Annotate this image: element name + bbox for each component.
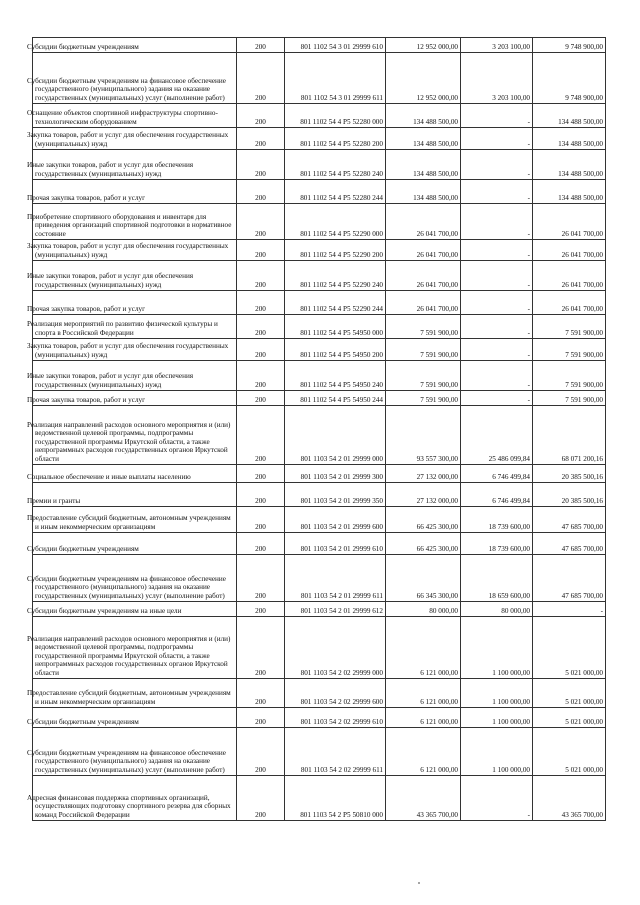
approved-amount-cell: 66 425 300,00 (386, 507, 461, 533)
remaining-amount-cell: 26 041 700,00 (533, 240, 606, 261)
remaining-amount-cell: 5 021 000,00 (533, 679, 606, 708)
expense-name-cell: Субсидии бюджетным учреждениям на финансовое обеспечение государственного (муниципального) задания на оказание государственных (муниципальных) услуг (выполнение работ) (33, 728, 237, 776)
expense-name-cell: Реализация направлений расходов основного мероприятия и (или) ведомственной целевой программы, подпрограммы государственной программы Иркутской области, а также непрограммных расходов государственных органов Иркутской области (33, 617, 237, 679)
expense-name-cell: Приобретение спортивного оборудования и инвентаря для приведения организаций спортивной подготовки в нормативное состояние (33, 204, 237, 240)
expense-name-cell: Иные закупки товаров, работ и услуг для обеспечения государственных (муниципальных) нужд (33, 361, 237, 391)
classification-code-cell: 801 1102 54 4 P5 52290 240 (285, 261, 386, 291)
approved-amount-cell: 26 041 700,00 (386, 261, 461, 291)
line-code-cell: 200 (237, 180, 285, 204)
expense-name-cell: Оснащение объектов спортивной инфраструктуры спортивно-технологическим оборудованием (33, 104, 237, 128)
executed-amount-cell: - (461, 291, 533, 315)
classification-code-cell: 801 1102 54 4 P5 54950 200 (285, 339, 386, 361)
remaining-amount-cell: 134 488 500,00 (533, 180, 606, 204)
classification-code-cell: 801 1102 54 3 01 29999 610 (285, 38, 386, 53)
expense-name-cell: Субсидии бюджетным учреждениям на иные цели (33, 602, 237, 617)
approved-amount-cell: 66 345 300,00 (386, 555, 461, 602)
executed-amount-cell: - (461, 180, 533, 204)
approved-amount-cell: 7 591 900,00 (386, 361, 461, 391)
line-code-cell: 200 (237, 728, 285, 776)
expense-name-cell: Прочая закупка товаров, работ и услуг (33, 391, 237, 406)
classification-code-cell: 801 1103 54 2 01 29999 600 (285, 507, 386, 533)
table-row (33, 679, 606, 708)
classification-code-cell: 801 1103 54 2 01 29999 350 (285, 483, 386, 507)
table-row (33, 240, 606, 261)
remaining-amount-cell: 9 748 900,00 (533, 38, 606, 53)
classification-code-cell: 801 1103 54 2 02 29999 600 (285, 679, 386, 708)
executed-amount-cell: - (461, 204, 533, 240)
table-row (33, 150, 606, 180)
expense-name-cell: Иные закупки товаров, работ и услуг для обеспечения государственных (муниципальных) нужд (33, 150, 237, 180)
approved-amount-cell: 12 952 000,00 (386, 38, 461, 53)
table-row (33, 128, 606, 150)
classification-code-cell: 801 1102 54 4 P5 52280 000 (285, 104, 386, 128)
expense-name-cell: Субсидии бюджетным учреждениям (33, 533, 237, 555)
remaining-amount-cell: 68 071 200,16 (533, 406, 606, 465)
executed-amount-cell: - (461, 339, 533, 361)
classification-code-cell: 801 1102 54 4 P5 52290 244 (285, 291, 386, 315)
remaining-amount-cell: 134 488 500,00 (533, 150, 606, 180)
remaining-amount-cell: 47 685 700,00 (533, 555, 606, 602)
classification-code-cell: 801 1103 54 2 02 29999 611 (285, 728, 386, 776)
line-code-cell: 200 (237, 776, 285, 821)
line-code-cell: 200 (237, 533, 285, 555)
expense-name-cell: Закупка товаров, работ и услуг для обеспечения государственных (муниципальных) нужд (33, 240, 237, 261)
executed-amount-cell: 6 746 499,84 (461, 483, 533, 507)
table-row (33, 602, 606, 617)
table-row (33, 708, 606, 728)
remaining-amount-cell: 7 591 900,00 (533, 339, 606, 361)
executed-amount-cell: 18 739 600,00 (461, 507, 533, 533)
classification-code-cell: 801 1102 54 4 P5 54950 244 (285, 391, 386, 406)
classification-code-cell: 801 1103 54 2 01 29999 300 (285, 465, 386, 483)
classification-code-cell: 801 1102 54 4 P5 54950 240 (285, 361, 386, 391)
line-code-cell: 200 (237, 204, 285, 240)
expense-name-cell: Прочая закупка товаров, работ и услуг (33, 291, 237, 315)
table-body (27, 38, 606, 821)
remaining-amount-cell: 7 591 900,00 (533, 361, 606, 391)
table-row (33, 555, 606, 602)
table-row (33, 483, 606, 507)
executed-amount-cell: 3 203 100,00 (461, 53, 533, 104)
executed-amount-cell: - (461, 240, 533, 261)
classification-code-cell: 801 1103 54 2 02 29999 000 (285, 617, 386, 679)
approved-amount-cell: 26 041 700,00 (386, 240, 461, 261)
executed-amount-cell: - (461, 391, 533, 406)
table-row (33, 776, 606, 821)
remaining-amount-cell: 9 748 900,00 (533, 53, 606, 104)
expense-name-cell: Предоставление субсидий бюджетным, автономным учреждениям и иным некоммерческим организациям (33, 679, 237, 708)
approved-amount-cell: 7 591 900,00 (386, 339, 461, 361)
line-code-cell: 200 (237, 679, 285, 708)
expense-name-cell: Субсидии бюджетным учреждениям (33, 708, 237, 728)
classification-code-cell: 801 1102 54 4 P5 54950 000 (285, 315, 386, 339)
expense-name-cell: Предоставление субсидий бюджетным, автономным учреждениям и иным некоммерческим организациям (33, 507, 237, 533)
table-row (33, 465, 606, 483)
classification-code-cell: 801 1103 54 2 01 29999 610 (285, 533, 386, 555)
approved-amount-cell: 7 591 900,00 (386, 315, 461, 339)
approved-amount-cell: 27 132 000,00 (386, 465, 461, 483)
approved-amount-cell: 80 000,00 (386, 602, 461, 617)
table-row (33, 533, 606, 555)
table-row (33, 38, 606, 53)
approved-amount-cell: 6 121 000,00 (386, 708, 461, 728)
remaining-amount-cell: 47 685 700,00 (533, 533, 606, 555)
approved-amount-cell: 134 488 500,00 (386, 128, 461, 150)
classification-code-cell: 801 1102 54 4 P5 52290 000 (285, 204, 386, 240)
approved-amount-cell: 134 488 500,00 (386, 104, 461, 128)
table-row (33, 728, 606, 776)
executed-amount-cell: - (461, 361, 533, 391)
scan-speck (418, 882, 420, 884)
approved-amount-cell: 27 132 000,00 (386, 483, 461, 507)
expense-name-cell: Закупка товаров, работ и услуг для обеспечения государственных (муниципальных) нужд (33, 339, 237, 361)
approved-amount-cell: 6 121 000,00 (386, 617, 461, 679)
expense-name-cell: Адресная финансовая поддержка спортивных организаций, осуществляющих подготовку спортивного резерва для сборных команд Российской Федерации (33, 776, 237, 821)
classification-code-cell: 801 1103 54 2 01 29999 611 (285, 555, 386, 602)
table-row (33, 339, 606, 361)
line-code-cell: 200 (237, 291, 285, 315)
line-code-cell: 200 (237, 507, 285, 533)
table-row (33, 261, 606, 291)
expense-name-cell: Премии и гранты (33, 483, 237, 507)
remaining-amount-cell: 5 021 000,00 (533, 617, 606, 679)
classification-code-cell: 801 1103 54 2 P5 50810 000 (285, 776, 386, 821)
classification-code-cell: 801 1102 54 4 P5 52280 240 (285, 150, 386, 180)
executed-amount-cell: - (461, 315, 533, 339)
approved-amount-cell: 134 488 500,00 (386, 150, 461, 180)
line-code-cell: 200 (237, 465, 285, 483)
executed-amount-cell: 3 203 100,00 (461, 38, 533, 53)
classification-code-cell: 801 1103 54 2 02 29999 610 (285, 708, 386, 728)
line-code-cell: 200 (237, 315, 285, 339)
line-code-cell: 200 (237, 339, 285, 361)
expense-name-cell: Прочая закупка товаров, работ и услуг (33, 180, 237, 204)
line-code-cell: 200 (237, 617, 285, 679)
executed-amount-cell: 18 739 600,00 (461, 533, 533, 555)
line-code-cell: 200 (237, 261, 285, 291)
approved-amount-cell: 43 365 700,00 (386, 776, 461, 821)
remaining-amount-cell: 26 041 700,00 (533, 291, 606, 315)
line-code-cell: 200 (237, 53, 285, 104)
approved-amount-cell: 134 488 500,00 (386, 180, 461, 204)
executed-amount-cell: - (461, 104, 533, 128)
remaining-amount-cell: 134 488 500,00 (533, 104, 606, 128)
executed-amount-cell: 80 000,00 (461, 602, 533, 617)
remaining-amount-cell: 7 591 900,00 (533, 391, 606, 406)
line-code-cell: 200 (237, 555, 285, 602)
remaining-amount-cell: - (533, 602, 606, 617)
executed-amount-cell: - (461, 150, 533, 180)
table-row (33, 361, 606, 391)
executed-amount-cell: - (461, 128, 533, 150)
expense-name-cell: Социальное обеспечение и иные выплаты населению (33, 465, 237, 483)
remaining-amount-cell: 7 591 900,00 (533, 315, 606, 339)
expense-name-cell: Реализация направлений расходов основного мероприятия и (или) ведомственной целевой программы, подпрограммы государственной программы Иркутской области, а также непрограммных расходов государственных органов Иркутской области (33, 406, 237, 465)
remaining-amount-cell: 47 685 700,00 (533, 507, 606, 533)
executed-amount-cell: 18 659 600,00 (461, 555, 533, 602)
approved-amount-cell: 66 425 300,00 (386, 533, 461, 555)
line-code-cell: 200 (237, 391, 285, 406)
expense-name-cell: Субсидии бюджетным учреждениям на финансовое обеспечение государственного (муниципального) задания на оказание государственных (муниципальных) услуг (выполнение работ) (33, 53, 237, 104)
executed-amount-cell: 1 100 000,00 (461, 617, 533, 679)
expense-name-cell: Закупка товаров, работ и услуг для обеспечения государственных (муниципальных) нужд (33, 128, 237, 150)
executed-amount-cell: 25 486 099,84 (461, 406, 533, 465)
expense-name-cell: Субсидии бюджетным учреждениям (33, 38, 237, 53)
classification-code-cell: 801 1102 54 4 P5 52280 200 (285, 128, 386, 150)
remaining-amount-cell: 43 365 700,00 (533, 776, 606, 821)
table-row (33, 104, 606, 128)
executed-amount-cell: 6 746 499,84 (461, 465, 533, 483)
remaining-amount-cell: 5 021 000,00 (533, 708, 606, 728)
approved-amount-cell: 7 591 900,00 (386, 391, 461, 406)
classification-code-cell: 801 1103 54 2 01 29999 000 (285, 406, 386, 465)
expense-name-cell: Реализация мероприятий по развитию физической культуры и спорта в Российской Федерации (33, 315, 237, 339)
table-row (33, 53, 606, 104)
line-code-cell: 200 (237, 708, 285, 728)
expense-name-cell: Иные закупки товаров, работ и услуг для обеспечения государственных (муниципальных) нужд (33, 261, 237, 291)
classification-code-cell: 801 1102 54 4 P5 52290 200 (285, 240, 386, 261)
line-code-cell: 200 (237, 240, 285, 261)
table-row (33, 507, 606, 533)
executed-amount-cell: - (461, 776, 533, 821)
classification-code-cell: 801 1103 54 2 01 29999 612 (285, 602, 386, 617)
table-row (33, 391, 606, 406)
line-code-cell: 200 (237, 128, 285, 150)
approved-amount-cell: 93 557 300,00 (386, 406, 461, 465)
executed-amount-cell: 1 100 000,00 (461, 679, 533, 708)
remaining-amount-cell: 26 041 700,00 (533, 261, 606, 291)
budget-execution-table (27, 37, 606, 821)
table-row (33, 617, 606, 679)
line-code-cell: 200 (237, 150, 285, 180)
table-row (33, 180, 606, 204)
classification-code-cell: 801 1102 54 3 01 29999 611 (285, 53, 386, 104)
approved-amount-cell: 6 121 000,00 (386, 728, 461, 776)
table-row (33, 315, 606, 339)
approved-amount-cell: 26 041 700,00 (386, 291, 461, 315)
remaining-amount-cell: 134 488 500,00 (533, 128, 606, 150)
executed-amount-cell: 1 100 000,00 (461, 708, 533, 728)
line-code-cell: 200 (237, 38, 285, 53)
executed-amount-cell: 1 100 000,00 (461, 728, 533, 776)
expense-name-cell: Субсидии бюджетным учреждениям на финансовое обеспечение государственного (муниципального) задания на оказание государственных (муниципальных) услуг (выполнение работ) (33, 555, 237, 602)
line-code-cell: 200 (237, 104, 285, 128)
line-code-cell: 200 (237, 361, 285, 391)
approved-amount-cell: 26 041 700,00 (386, 204, 461, 240)
table-row (33, 204, 606, 240)
remaining-amount-cell: 20 385 500,16 (533, 465, 606, 483)
line-code-cell: 200 (237, 406, 285, 465)
remaining-amount-cell: 26 041 700,00 (533, 204, 606, 240)
approved-amount-cell: 6 121 000,00 (386, 679, 461, 708)
remaining-amount-cell: 5 021 000,00 (533, 728, 606, 776)
remaining-amount-cell: 20 385 500,16 (533, 483, 606, 507)
executed-amount-cell: - (461, 261, 533, 291)
classification-code-cell: 801 1102 54 4 P5 52280 244 (285, 180, 386, 204)
line-code-cell: 200 (237, 483, 285, 507)
line-code-cell: 200 (237, 602, 285, 617)
table-row (33, 291, 606, 315)
table-row (33, 406, 606, 465)
approved-amount-cell: 12 952 000,00 (386, 53, 461, 104)
